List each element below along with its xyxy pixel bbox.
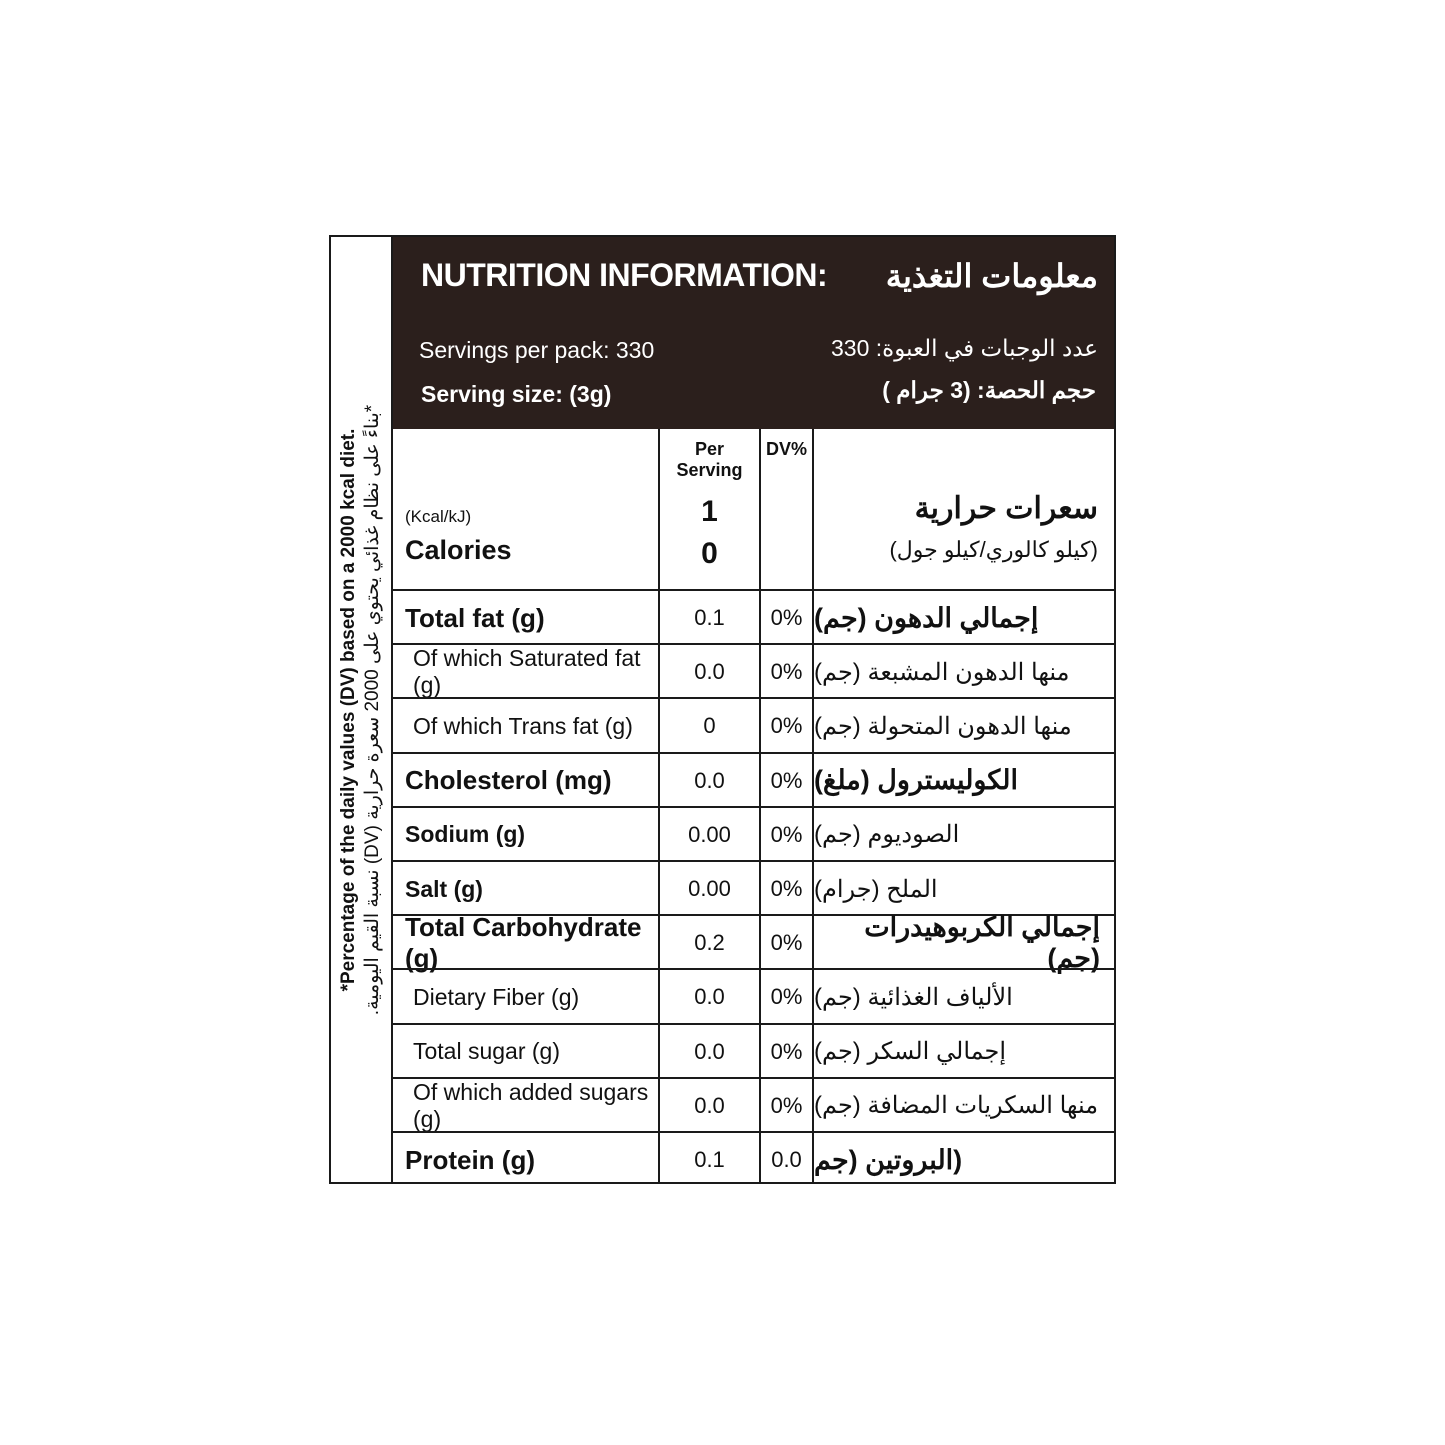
- nutrient-row: [393, 968, 1114, 1024]
- dv-percent: 0%: [770, 876, 803, 902]
- nutrient-name-en: Total fat (g): [405, 602, 545, 633]
- nutrient-name-ar: إجمالي الدهون (جم): [814, 602, 1039, 633]
- nutrient-row: [393, 643, 1114, 699]
- nutrient-name-en: Total Carbohydrate (g): [405, 912, 642, 974]
- nutrient-name-ar: (البروتين (جم: [814, 1144, 963, 1175]
- nutrient-row: [393, 806, 1114, 862]
- serving-size-en: Serving size: (3g): [421, 381, 612, 407]
- nutrient-table: [393, 429, 1114, 1182]
- nutrient-row: [393, 1023, 1114, 1079]
- dv-percent: 0%: [770, 659, 803, 685]
- label-header: [393, 237, 1114, 429]
- nutrient-name-en: Protein (g): [405, 1144, 535, 1175]
- nutrient-name-ar: منها الدهون المشبعة (جم): [814, 658, 1070, 686]
- nutrient-name-en: Salt (g): [405, 875, 483, 902]
- per-serving-value: 0: [703, 713, 716, 739]
- title-ar: معلومات التغذية: [885, 258, 1098, 294]
- dv-percent: 0.0: [771, 1147, 802, 1173]
- nutrient-name-ar: الكوليسترول (ملغ): [814, 765, 1019, 796]
- column-divider: [759, 429, 761, 1182]
- column-divider: [812, 429, 814, 1182]
- per-serving-value: 0.00: [688, 821, 731, 847]
- nutrient-name-en: Sodium (g): [405, 821, 526, 848]
- per-serving-value: 0.0: [694, 1038, 725, 1064]
- calories-label-en: Calories: [405, 535, 512, 565]
- nutrient-row: [393, 1077, 1114, 1133]
- calories-unit-en: (Kcal/kJ): [405, 507, 472, 526]
- nutrient-name-ar: الملح (جرام): [814, 875, 938, 903]
- nutrient-name-ar: منها الدهون المتحولة (جم): [814, 712, 1072, 740]
- dv-percent: 0%: [770, 821, 803, 847]
- nutrient-name-en: Of which added sugars (g): [413, 1078, 649, 1132]
- calories-value-line1: 1: [701, 495, 718, 528]
- column-divider: [658, 429, 660, 1182]
- per-serving-value: 0.1: [694, 605, 725, 631]
- dv-percent: 0%: [770, 767, 803, 793]
- dv-percent: 0%: [770, 930, 803, 956]
- nutrient-row: [393, 912, 1114, 974]
- nutrient-row: [393, 752, 1114, 808]
- title-en: NUTRITION INFORMATION:: [421, 257, 828, 293]
- dv-percent: 0%: [770, 713, 803, 739]
- per-serving-value: 0.0: [694, 984, 725, 1010]
- per-serving-value: 0.0: [694, 1092, 725, 1118]
- nutrient-name-en: Of which Trans fat (g): [413, 712, 633, 739]
- nutrient-name-en: Total sugar (g): [413, 1038, 561, 1065]
- servings-per-pack-en: Servings per pack: 330: [419, 337, 655, 363]
- serving-size-ar: حجم الحصة: (3 جرام ): [882, 377, 1096, 403]
- nutrient-name-ar: إجمالي الكربوهيدرات (جم): [864, 912, 1100, 974]
- nutrient-name-ar: الصوديوم (جم): [814, 821, 960, 849]
- per-serving-value: 0.0: [694, 659, 725, 685]
- per-serving-value: 0.0: [694, 767, 725, 793]
- per-serving-value: 0.2: [694, 930, 725, 956]
- dv-percent: 0%: [770, 984, 803, 1010]
- calories-row: [393, 429, 1114, 589]
- nutrient-name-en: Cholesterol (mg): [405, 765, 612, 796]
- calories-value-line2: 0: [701, 537, 718, 570]
- dv-footnote-ar: *بناءً على نظام غذائي يحتوي على 2000 سعرة حرارية (DV) نسبة القيم اليومية.: [362, 404, 383, 1015]
- nutrient-row: [393, 589, 1114, 645]
- dv-footnote-panel: [331, 237, 393, 1182]
- nutrient-row: [393, 860, 1114, 916]
- nutrient-name-ar: منها السكريات المضافة (جم): [814, 1092, 1099, 1120]
- nutrition-label: [329, 235, 1116, 1184]
- nutrient-row: [393, 697, 1114, 753]
- servings-per-pack-ar: عدد الوجبات في العبوة: 330: [831, 335, 1098, 361]
- per-serving-value: 0.00: [688, 876, 731, 902]
- nutrient-row: [393, 1131, 1114, 1187]
- per-serving-header: Per Serving: [676, 439, 743, 480]
- per-serving-value: 0.1: [694, 1147, 725, 1173]
- dv-percent: 0%: [770, 1092, 803, 1118]
- nutrient-name-ar: إجمالي السكر (جم): [814, 1038, 1007, 1066]
- nutrient-name-en: Of which Saturated fat (g): [413, 645, 641, 699]
- dv-percent: 0%: [770, 1038, 803, 1064]
- dv-percent: 0%: [770, 605, 803, 631]
- nutrient-name-ar: الألياف الغذائية (جم): [814, 983, 1013, 1011]
- dv-footnote-en: *Percentage of the daily values (DV) based on a 2000 kcal diet.: [338, 428, 359, 991]
- calories-label-ar: سعرات حرارية: [914, 492, 1098, 525]
- nutrient-name-en: Dietary Fiber (g): [413, 983, 580, 1010]
- calories-unit-ar: (كيلو كالوري/كيلو جول): [889, 537, 1098, 562]
- dv-header: DV%: [765, 439, 807, 459]
